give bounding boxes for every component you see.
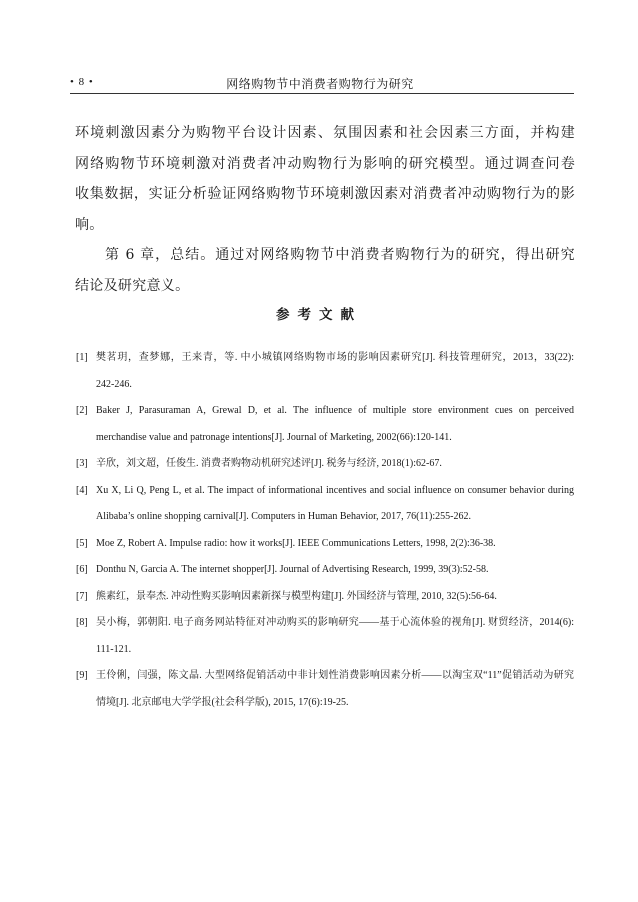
reference-number: [9]: [76, 670, 88, 681]
running-title: 网络购物节中消费者购物行为研究: [226, 77, 414, 91]
reference-item: [76, 398, 574, 451]
paragraph-1-line-3: 收集数据，实证分析验证网络购物节环境刺激因素对消费者冲动购物行为的影响。: [75, 186, 575, 233]
references-list: [76, 345, 574, 716]
reference-item: [76, 451, 574, 478]
reference-number: [2]: [76, 405, 88, 416]
reference-line-2: 111-121.: [96, 643, 132, 655]
page-number: • 8 •: [70, 76, 94, 88]
paragraph-1-line-1: 环境刺激因素分为购物平台设计因素、氛围因素和社会因素三方面，并构建: [75, 125, 575, 141]
reference-line-1: 吴小梅，郭朝阳. 电子商务网站特征对冲动购买的影响研究——基于心流体验的视角[J]. 财贸经济，2014(6):: [96, 617, 574, 628]
reference-line-1: Donthu N, Garcia A. The internet shopper[J]. Journal of Advertising Research, 1999, 39(3):52-58.: [96, 564, 489, 575]
reference-line-1: 辛欣，刘文超，任俊生. 消费者购物动机研究述评[J]. 税务与经济, 2018(1):62-67.: [96, 458, 442, 469]
reference-item: [76, 478, 574, 531]
reference-item: [76, 610, 574, 663]
reference-item: [76, 557, 574, 584]
reference-number: [5]: [76, 537, 88, 549]
reference-line-1: 樊茗玥，查梦娜，王来青，等. 中小城镇网络购物市场的影响因素研究[J]. 科技管理研究，2013，33(22):: [96, 352, 574, 363]
reference-line-1: 熊素红，景奉杰. 冲动性购买影响因素新探与模型构建[J]. 外国经济与管理, 2010, 32(5):56-64.: [96, 590, 497, 602]
reference-number: [6]: [76, 564, 88, 575]
reference-line-2: merchandise value and patronage intentions[J]. Journal of Marketing, 2002(66):120-141.: [96, 431, 452, 443]
reference-line-1: Xu X, Li Q, Peng L, et al. The impact of informational incentives and social influence on consumer behavior during: [96, 484, 574, 496]
reference-line-1: 王伶俐，闫强，陈文晶. 大型网络促销活动中非计划性消费影响因素分析——以淘宝双“11”促销活动为研究: [96, 670, 574, 681]
reference-item: [76, 584, 574, 611]
reference-number: [3]: [76, 458, 88, 469]
reference-item: [76, 663, 574, 716]
reference-item: [76, 345, 574, 398]
reference-number: [1]: [76, 352, 88, 363]
reference-number: [4]: [76, 484, 88, 496]
paragraph-2-line-1: 第 6 章，总结。通过对网络购物节中消费者购物行为的研究，得出研究: [105, 247, 575, 263]
reference-line-2: Alibaba’s online shopping carnival[J]. Computers in Human Behavior, 2017, 76(11):255-262.: [96, 511, 471, 522]
body-text: [75, 118, 575, 301]
reference-line-1: Baker J, Parasuraman A, Grewal D, et al. The influence of multiple store environment cues on perceived: [96, 405, 574, 416]
reference-line-2: 242-246.: [96, 378, 132, 390]
reference-number: [7]: [76, 590, 88, 602]
paragraph-2-line-2: 结论及研究意义。: [75, 277, 190, 294]
reference-item: [76, 531, 574, 558]
paragraph-1-line-2: 网络购物节环境刺激对消费者冲动购物行为影响的研究模型。通过调查问卷: [75, 155, 575, 172]
reference-line-2: 情境[J]. 北京邮电大学学报(社会科学版), 2015, 17(6):19-25.: [96, 696, 349, 708]
reference-line-1: Moe Z, Robert A. Impulse radio: how it works[J]. IEEE Communications Letters, 1998, 2(2):36-38.: [96, 537, 496, 549]
page-header: [70, 72, 570, 94]
references-title: 参考文献: [276, 307, 362, 323]
header-rule: [70, 93, 574, 94]
reference-number: [8]: [76, 617, 88, 628]
